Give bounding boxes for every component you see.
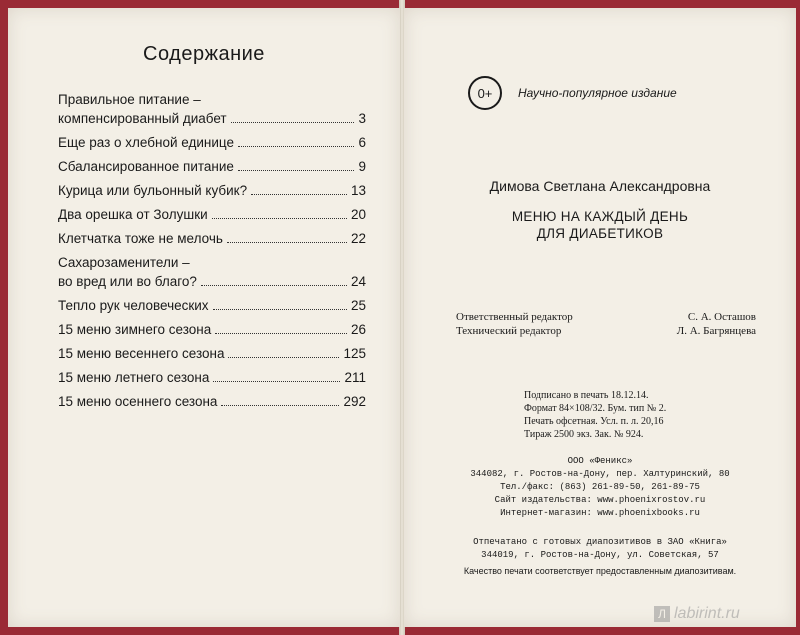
- editorial-credits: [456, 310, 756, 338]
- toc-leader-dots: [221, 405, 339, 406]
- toc-leader-dots: [227, 242, 347, 243]
- quality-note: Качество печати соответствует предоставленным диапозитивам.: [463, 566, 737, 576]
- credit-name: Л. А. Багрянцева: [676, 325, 756, 337]
- toc-entry: [58, 296, 366, 315]
- toc-entry: [58, 344, 366, 363]
- credit-role: Ответственный редактор: [456, 311, 573, 323]
- author-name: Димова Светлана Александровна: [489, 178, 711, 194]
- toc-entry-title: Сбалансированное питание: [58, 159, 234, 174]
- toc-page-number: 24: [350, 274, 366, 289]
- print-info-line: Подписано в печать 18.12.14.: [524, 390, 649, 401]
- publisher-line: Интернет-магазин: www.phoenixbooks.ru: [500, 508, 700, 518]
- table-of-contents: [58, 90, 366, 416]
- toc-page-number: 26: [350, 322, 366, 337]
- toc-entry: [58, 229, 366, 248]
- toc-page-number: 20: [350, 207, 366, 222]
- toc-page-number: 292: [343, 394, 366, 409]
- publisher-line: Сайт издательства: www.phoenixrostov.ru: [494, 495, 706, 505]
- printer-line: 344019, г. Ростов-на-Дону, ул. Советская, 57: [481, 550, 719, 560]
- toc-page-number: 6: [358, 135, 366, 150]
- toc-page-number: 211: [344, 370, 366, 385]
- toc-entry: [58, 90, 366, 128]
- toc-page-number: 22: [350, 231, 366, 246]
- toc-entry: [58, 368, 366, 387]
- toc-entry-title: во вред или во благо?: [58, 274, 197, 289]
- toc-entry-title: Сахарозаменители –: [58, 255, 190, 270]
- toc-page-number: 125: [343, 346, 366, 361]
- print-info-line: Печать офсетная. Усл. п. л. 20,16: [524, 416, 664, 427]
- credit-row: [456, 310, 756, 324]
- book-title: [404, 208, 796, 242]
- toc-line: [58, 344, 366, 363]
- toc-leader-dots: [213, 309, 347, 310]
- toc-line: [58, 392, 366, 411]
- toc-leader-dots: [201, 285, 347, 286]
- book-title-line-2: ДЛЯ ДИАБЕТИКОВ: [536, 226, 664, 241]
- toc-entry-title: Клетчатка тоже не мелочь: [58, 231, 223, 246]
- toc-line: [58, 229, 366, 248]
- toc-entry-title: Еще раз о хлебной единице: [58, 135, 234, 150]
- toc-leader-dots: [238, 146, 355, 147]
- toc-entry: [58, 157, 366, 176]
- credit-name: С. А. Осташов: [687, 311, 756, 323]
- publisher-line: 344082, г. Ростов-на-Дону, пер. Халтуринский, 80: [470, 469, 730, 479]
- toc-line: [58, 181, 366, 200]
- toc-entry-title: 15 меню осеннего сезона: [58, 394, 218, 409]
- toc-title: Содержание: [143, 43, 265, 65]
- toc-page-number: 13: [350, 183, 366, 198]
- left-page: [8, 8, 401, 627]
- publisher-line: Тел./факс: (863) 261-89-50, 261-89-75: [500, 482, 700, 492]
- credit-role: Технический редактор: [456, 325, 562, 337]
- toc-entry: [58, 253, 366, 291]
- toc-entry-title: 15 меню летнего сезона: [58, 370, 210, 385]
- edition-type: Научно-популярное издание: [518, 86, 677, 100]
- right-page: [404, 8, 796, 627]
- toc-line: [58, 296, 366, 315]
- toc-line: [58, 272, 366, 291]
- toc-line: [58, 368, 366, 387]
- toc-page-number: 9: [358, 159, 366, 174]
- toc-page-number: 25: [350, 298, 366, 313]
- watermark-text: labirint.ru: [674, 605, 740, 622]
- toc-leader-dots: [212, 218, 347, 219]
- toc-line: [58, 133, 366, 152]
- toc-entry: [58, 205, 366, 224]
- printer-line: Отпечатано с готовых диапозитивов в ЗАО «Книга»: [473, 537, 727, 547]
- toc-leader-dots: [251, 194, 347, 195]
- toc-leader-dots: [215, 333, 347, 334]
- publisher-info: [404, 455, 796, 520]
- print-info-line: Тираж 2500 экз. Зак. № 924.: [524, 429, 644, 440]
- toc-entry-title: 15 меню весеннего сезона: [58, 346, 225, 361]
- toc-leader-dots: [231, 122, 355, 123]
- print-info-line: Формат 84×108/32. Бум. тип № 2.: [524, 403, 667, 414]
- toc-leader-dots: [228, 357, 339, 358]
- toc-leader-dots: [238, 170, 355, 171]
- toc-entry-title: Два орешка от Золушки: [58, 207, 208, 222]
- toc-entry: [58, 133, 366, 152]
- toc-page-number: 3: [358, 111, 366, 126]
- watermark: [654, 605, 740, 623]
- printer-info: [404, 536, 796, 562]
- book-title-line-1: МЕНЮ НА КАЖДЫЙ ДЕНЬ: [511, 209, 689, 224]
- toc-leader-dots: [213, 381, 340, 382]
- toc-line: [58, 320, 366, 339]
- toc-entry-title: Тепло рук человеческих: [58, 298, 209, 313]
- toc-line: [58, 109, 366, 128]
- toc-entry-title: Правильное питание –: [58, 92, 201, 107]
- publisher-line: ООО «Феникс»: [567, 456, 633, 466]
- toc-entry-title: 15 меню зимнего сезона: [58, 322, 212, 337]
- toc-entry-title: Курица или бульонный кубик?: [58, 183, 248, 198]
- toc-line: [58, 205, 366, 224]
- toc-entry-title: компенсированный диабет: [58, 111, 227, 126]
- credit-row: [456, 324, 756, 338]
- age-rating-badge: 0+: [468, 76, 502, 110]
- toc-entry: [58, 392, 366, 411]
- toc-entry: [58, 320, 366, 339]
- print-info: [524, 389, 764, 441]
- toc-entry: [58, 181, 366, 200]
- toc-line: [58, 157, 366, 176]
- labirint-logo-icon: Л: [654, 606, 670, 622]
